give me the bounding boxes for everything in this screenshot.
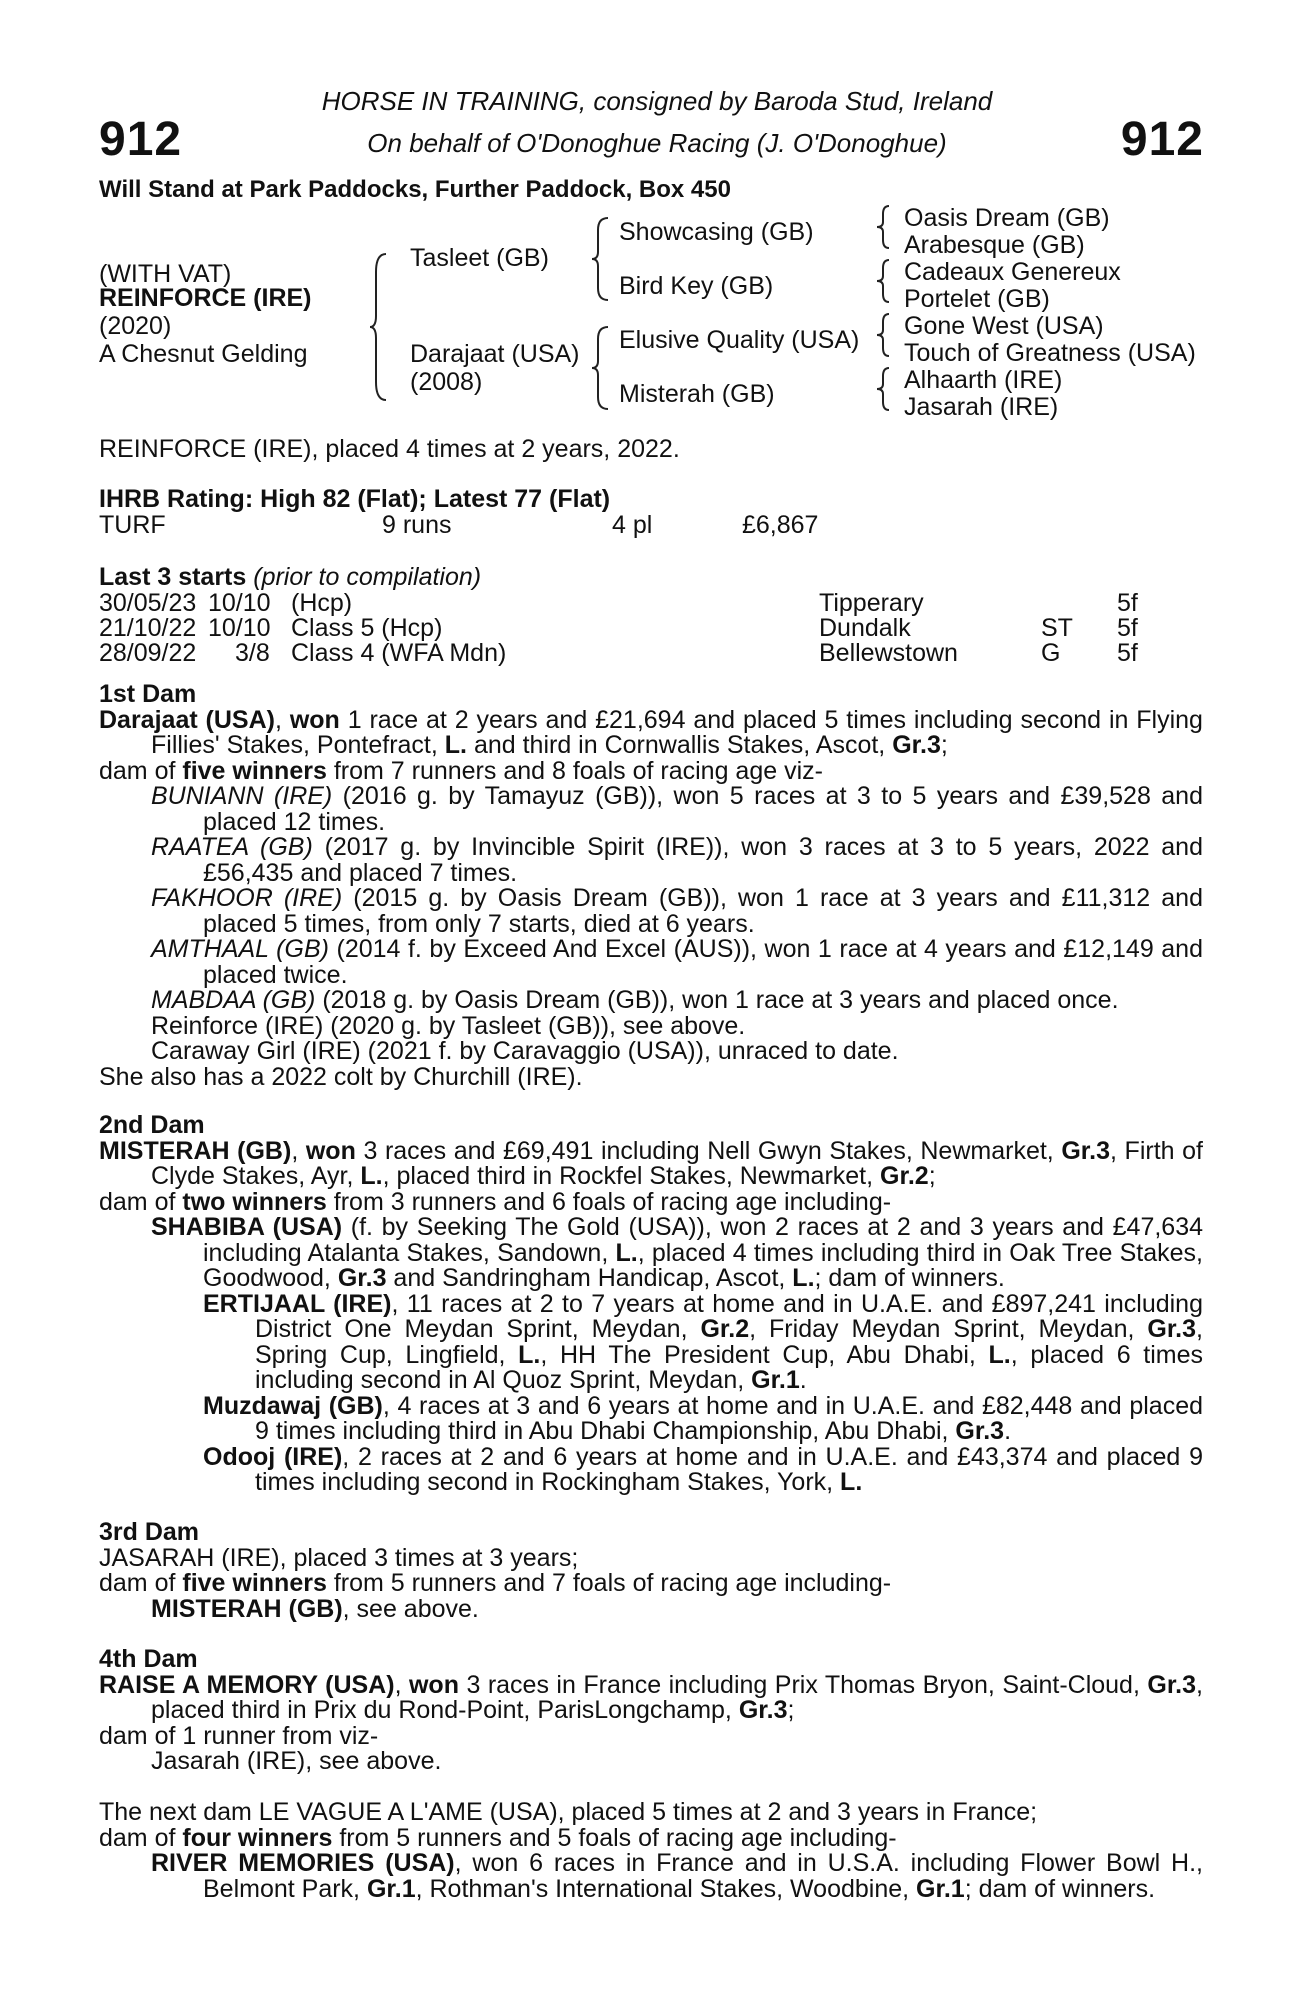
vat-note: (WITH VAT) xyxy=(99,260,232,288)
listed-mark: L. xyxy=(988,1340,1011,1369)
progeny-text: , 11 races at 2 to 7 years at home and in U.A.E. and £897,241 including District One Meydan Sprint, Meydan, xyxy=(255,1289,1203,1343)
progeny-text: (2016 g. by Tamayuz (GB)), won 5 races at 3 to 5 years and £39,528 and placed 12 times. xyxy=(203,782,1203,836)
progeny-text: , placed 4 times including third in Oak Tree Stakes, Goodwood, xyxy=(203,1238,1203,1292)
section-heading: 2nd Dam xyxy=(99,1111,205,1139)
progeny-text: . xyxy=(799,1366,807,1394)
start-distance: 5f xyxy=(1117,639,1138,667)
won-label: won xyxy=(408,1670,459,1699)
list-item xyxy=(151,1851,1203,1902)
group-mark: Gr.1 xyxy=(366,1874,416,1903)
start-date: 28/09/22 xyxy=(99,639,197,667)
group-mark: Gr.3 xyxy=(1147,1670,1197,1699)
list-item xyxy=(151,1594,1203,1623)
also-line: She also has a 2022 colt by Churchill (IRE). xyxy=(99,1062,583,1091)
dds: Alhaarth (IRE) xyxy=(904,366,1063,394)
group-mark: Gr.2 xyxy=(880,1162,929,1190)
sds: Cadeaux Genereux xyxy=(904,258,1121,286)
group-mark: Gr.3 xyxy=(337,1264,387,1292)
dam-year: (2008) xyxy=(410,368,483,396)
progeny-text: , won 6 races in France and in U.S.A. including Flower Bowl H., Belmont Park, xyxy=(203,1849,1203,1903)
won-label: won xyxy=(305,1136,356,1165)
dam-record: Darajaat (USA), won 1 race at 2 years and £21,694 and placed 5 times including second in Flying Fillies' Stakes, Pontefract, L. and third in Cornwallis Stakes, Ascot, Gr.3; xyxy=(99,705,1203,759)
sire-sire: Showcasing (GB) xyxy=(619,218,814,246)
start-course: Tipperary xyxy=(819,589,924,617)
dam-of-line xyxy=(99,756,1203,785)
text: dam of xyxy=(99,1569,183,1597)
list-item xyxy=(151,937,1203,988)
progeny-text: (2018 g. by Oasis Dream (GB)), won 1 race at 3 years and placed once. xyxy=(315,986,1119,1014)
progeny-name: Odooj (IRE) xyxy=(203,1442,343,1471)
consignor-line: HORSE IN TRAINING, consigned by Baroda Stud, Ireland xyxy=(321,86,993,116)
progeny-text: (f. by Seeking The Gold (USA)), won 2 races at 2 and 3 years and £47,634 including Atalanta Stakes, Sandown, xyxy=(203,1213,1204,1267)
record-text: ; xyxy=(940,731,948,759)
dam: Darajaat (USA) xyxy=(410,340,580,368)
brace-3b xyxy=(875,258,895,304)
record-text: 1 race at 2 years and £21,694 and placed 5 times including second in Flying Fillies' Stakes, Pontefract, xyxy=(151,705,1203,759)
list-item xyxy=(203,1391,1203,1445)
progeny-text: , 2 races at 2 and 6 years at home and in U.A.E. and £43,374 and placed 9 times including second in Rockingham Stakes, York, xyxy=(255,1442,1203,1496)
list-item xyxy=(151,1215,1203,1292)
text: from 3 runners and 6 foals of racing age including- xyxy=(326,1187,892,1216)
text: from 5 runners and 5 foals of racing age including- xyxy=(332,1823,897,1852)
record-text: ; xyxy=(928,1162,936,1190)
text: from 7 runners and 8 foals of racing age viz- xyxy=(326,756,823,785)
progeny-name: RAATEA (GB) xyxy=(151,833,313,861)
dam-dam: Misterah (GB) xyxy=(619,380,775,408)
text: dam of xyxy=(99,1823,183,1852)
brace-3d xyxy=(875,366,895,412)
record-text: 3 races in France including Prix Thomas Bryon, Saint-Cloud, xyxy=(458,1670,1148,1699)
ddd: Jasarah (IRE) xyxy=(904,393,1059,421)
progeny-name: SHABIBA (USA) xyxy=(151,1213,343,1241)
group-mark: Gr.2 xyxy=(700,1315,750,1343)
group-mark: Gr.3 xyxy=(738,1696,788,1724)
record-text: ; xyxy=(787,1696,795,1724)
lot-number-left: 912 xyxy=(99,113,183,166)
last-starts-note: (prior to compilation) xyxy=(253,563,482,591)
horse-year: (2020) xyxy=(99,312,172,340)
listed-mark: L. xyxy=(840,1468,863,1496)
start-course: Dundalk xyxy=(819,614,911,642)
list-item: Jasarah (IRE), see above. xyxy=(151,1747,442,1775)
list-item: Caraway Girl (IRE) (2021 f. by Caravaggio (USA)), unraced to date. xyxy=(151,1037,899,1065)
record-text: , placed third in Prix du Rond-Point, ParisLongchamp, xyxy=(151,1670,1203,1724)
list-item xyxy=(151,835,1203,886)
first-dam-section xyxy=(99,682,1203,1090)
dss: Gone West (USA) xyxy=(904,312,1104,340)
dam-of-line xyxy=(99,1823,1203,1852)
record-text: , placed third in Rockfel Stakes, Newmarket, xyxy=(382,1162,881,1190)
group-mark: Gr.1 xyxy=(916,1874,965,1903)
sire-dam: Bird Key (GB) xyxy=(619,272,774,300)
progeny-name: BUNIANN (IRE) xyxy=(151,782,333,810)
second-dam-section xyxy=(99,1113,1203,1496)
start-race: Class 4 (WFA Mdn) xyxy=(291,639,507,667)
start-position: 10/10 xyxy=(208,614,271,642)
listed-mark: L. xyxy=(615,1238,638,1267)
progeny-text: ; dam of winners. xyxy=(814,1264,1005,1292)
main-brace xyxy=(368,252,392,402)
sire-brace xyxy=(590,216,614,302)
brace-3c xyxy=(875,312,895,358)
progeny-text: (2015 g. by Oasis Dream (GB)), won 1 race at 3 years and £11,312 and placed 5 times, from only 7 starts, died at 6 years. xyxy=(203,884,1203,938)
progeny-name: ERTIJAAL (IRE) xyxy=(203,1289,392,1318)
dam-record: The next dam LE VAGUE A L'AME (USA), placed 5 times at 2 and 3 years in France; xyxy=(99,1798,1038,1826)
record-text: 3 races and £69,491 including Nell Gwyn Stakes, Newmarket, xyxy=(355,1136,1062,1165)
listed-mark: L. xyxy=(360,1162,383,1190)
won-label: won xyxy=(289,705,340,734)
list-item xyxy=(203,1442,1203,1496)
sdd: Portelet (GB) xyxy=(904,285,1050,313)
progeny-text: , Rothman's International Stakes, Woodbine, xyxy=(415,1874,917,1903)
progeny-text: , HH The President Cup, Abu Dhabi, xyxy=(540,1340,989,1369)
start-going: ST xyxy=(1041,614,1073,642)
last-starts-title: Last 3 starts xyxy=(99,563,247,591)
list-item: Reinforce (IRE) (2020 g. by Tasleet (GB)), see above. xyxy=(151,1011,746,1040)
listed-mark: L. xyxy=(792,1264,815,1292)
list-item xyxy=(203,1289,1204,1394)
dam-of-line xyxy=(99,1187,1203,1216)
group-mark: Gr.3 xyxy=(1061,1136,1110,1165)
summary-line: REINFORCE (IRE), placed 4 times at 2 years, 2022. xyxy=(99,435,680,463)
horse-description: A Chesnut Gelding xyxy=(99,340,308,368)
progeny-text: , Friday Meydan Sprint, Meydan, xyxy=(749,1315,1148,1343)
text: dam of xyxy=(99,756,183,785)
sss: Oasis Dream (GB) xyxy=(904,204,1110,232)
next-dam-section xyxy=(99,1800,1203,1902)
rating-placed: 4 pl xyxy=(612,511,653,539)
text: dam of xyxy=(99,1187,183,1216)
start-date: 21/10/22 xyxy=(99,614,197,642)
progeny-name: MISTERAH (GB) xyxy=(151,1594,343,1623)
progeny-text: and Sandringham Handicap, Ascot, xyxy=(386,1264,793,1292)
start-race: (Hcp) xyxy=(291,589,353,617)
start-position: 3/8 xyxy=(235,639,270,667)
section-heading: 4th Dam xyxy=(99,1645,198,1673)
dam-record: JASARAH (IRE), placed 3 times at 3 years; xyxy=(99,1543,579,1572)
group-mark: Gr.3 xyxy=(892,731,941,759)
dam-of-line xyxy=(99,1571,1203,1597)
progeny-text: , see above. xyxy=(342,1594,479,1623)
rating-runs: 9 runs xyxy=(382,511,452,539)
lot-number-right: 912 xyxy=(1120,113,1204,166)
progeny-text: , Spring Cup, Lingfield, xyxy=(255,1315,1203,1369)
ssd: Arabesque (GB) xyxy=(904,231,1085,259)
start-distance: 5f xyxy=(1117,614,1138,642)
rating-earnings: £6,867 xyxy=(742,511,819,539)
brace-3a xyxy=(875,204,895,250)
dam-sire: Elusive Quality (USA) xyxy=(619,326,860,354)
progeny-text: (2014 f. by Exceed And Excel (AUS)), won 1 race at 4 years and £12,149 and placed twice. xyxy=(203,935,1203,989)
start-date: 30/05/23 xyxy=(99,589,197,617)
winners-count: five winners xyxy=(182,756,327,785)
fourth-dam-section xyxy=(99,1647,1203,1775)
rating-title: IHRB Rating: High 82 (Flat); Latest 77 (Flat) xyxy=(99,485,611,513)
winners-count: five winners xyxy=(182,1569,327,1597)
group-mark: Gr.3 xyxy=(955,1417,1005,1445)
start-course: Bellewstown xyxy=(819,639,958,667)
progeny-text: , placed 6 times including second in Al Quoz Sprint, Meydan, xyxy=(255,1340,1204,1394)
listed-mark: L. xyxy=(444,731,467,759)
dam-name: Darajaat (USA) xyxy=(99,705,275,734)
dam-name: MISTERAH (GB) xyxy=(99,1136,292,1165)
winners-count: two winners xyxy=(182,1187,327,1216)
start-race: Class 5 (Hcp) xyxy=(291,614,443,642)
list-item xyxy=(151,784,1203,835)
record-text: , Firth of Clyde Stakes, Ayr, xyxy=(151,1136,1203,1190)
listed-mark: L. xyxy=(518,1340,541,1369)
dam-of-line: dam of 1 runner from viz- xyxy=(99,1721,379,1750)
sire: Tasleet (GB) xyxy=(410,244,549,272)
last-starts-heading xyxy=(99,563,481,592)
record-text: and third in Cornwallis Stakes, Ascot, xyxy=(467,731,893,759)
dam-record: MISTERAH (GB), won 3 races and £69,491 including Nell Gwyn Stakes, Newmarket, Gr.3, Firth of Clyde Stakes, Ayr, L., placed third in Rockfel Stakes, Newmarket, Gr.2; xyxy=(99,1136,1203,1190)
horse-name: REINFORCE (IRE) xyxy=(99,284,312,312)
list-item xyxy=(151,988,1203,1014)
group-mark: Gr.3 xyxy=(1147,1315,1197,1343)
dam-name: RAISE A MEMORY (USA) xyxy=(99,1670,395,1699)
third-dam-section xyxy=(99,1520,1203,1622)
winners-count: four winners xyxy=(182,1823,333,1852)
behalf-line: On behalf of O'Donoghue Racing (J. O'Donoghue) xyxy=(367,128,947,158)
progeny-name: Muzdawaj (GB) xyxy=(203,1391,383,1420)
list-item xyxy=(151,886,1203,937)
progeny-text: , 4 races at 3 and 6 years at home and in U.A.E. and £82,448 and placed 9 times including third in Abu Dhabi Championship, Abu Dhabi, xyxy=(255,1391,1203,1445)
progeny-name: RIVER MEMORIES (USA) xyxy=(151,1849,455,1877)
dsd: Touch of Greatness (USA) xyxy=(904,339,1196,367)
progeny-name: FAKHOOR (IRE) xyxy=(151,884,343,912)
start-going: G xyxy=(1041,639,1061,667)
group-mark: Gr.1 xyxy=(751,1366,800,1394)
start-position: 10/10 xyxy=(208,589,271,617)
rating-surface: TURF xyxy=(99,511,166,539)
start-distance: 5f xyxy=(1117,589,1138,617)
progeny-name: MABDAA (GB) xyxy=(151,986,316,1014)
progeny-text: (2017 g. by Invincible Spirit (IRE)), won 3 races at 3 to 5 years, 2022 and £56,435 and placed 7 times. xyxy=(203,833,1203,887)
progeny-name: AMTHAAL (GB) xyxy=(151,935,329,963)
section-heading: 3rd Dam xyxy=(99,1518,200,1546)
stand-location: Will Stand at Park Paddocks, Further Paddock, Box 450 xyxy=(99,176,731,203)
dam-brace xyxy=(590,325,614,411)
section-heading: 1st Dam xyxy=(99,680,197,708)
text: from 5 runners and 7 foals of racing age including- xyxy=(326,1569,892,1597)
dam-record: RAISE A MEMORY (USA), won 3 races in France including Prix Thomas Bryon, Saint-Cloud, Gr.3, placed third in Prix du Rond-Point, ParisLongchamp, Gr.3; xyxy=(99,1670,1203,1724)
progeny-text: . xyxy=(1004,1417,1012,1445)
progeny-text: ; dam of winners. xyxy=(964,1874,1156,1903)
